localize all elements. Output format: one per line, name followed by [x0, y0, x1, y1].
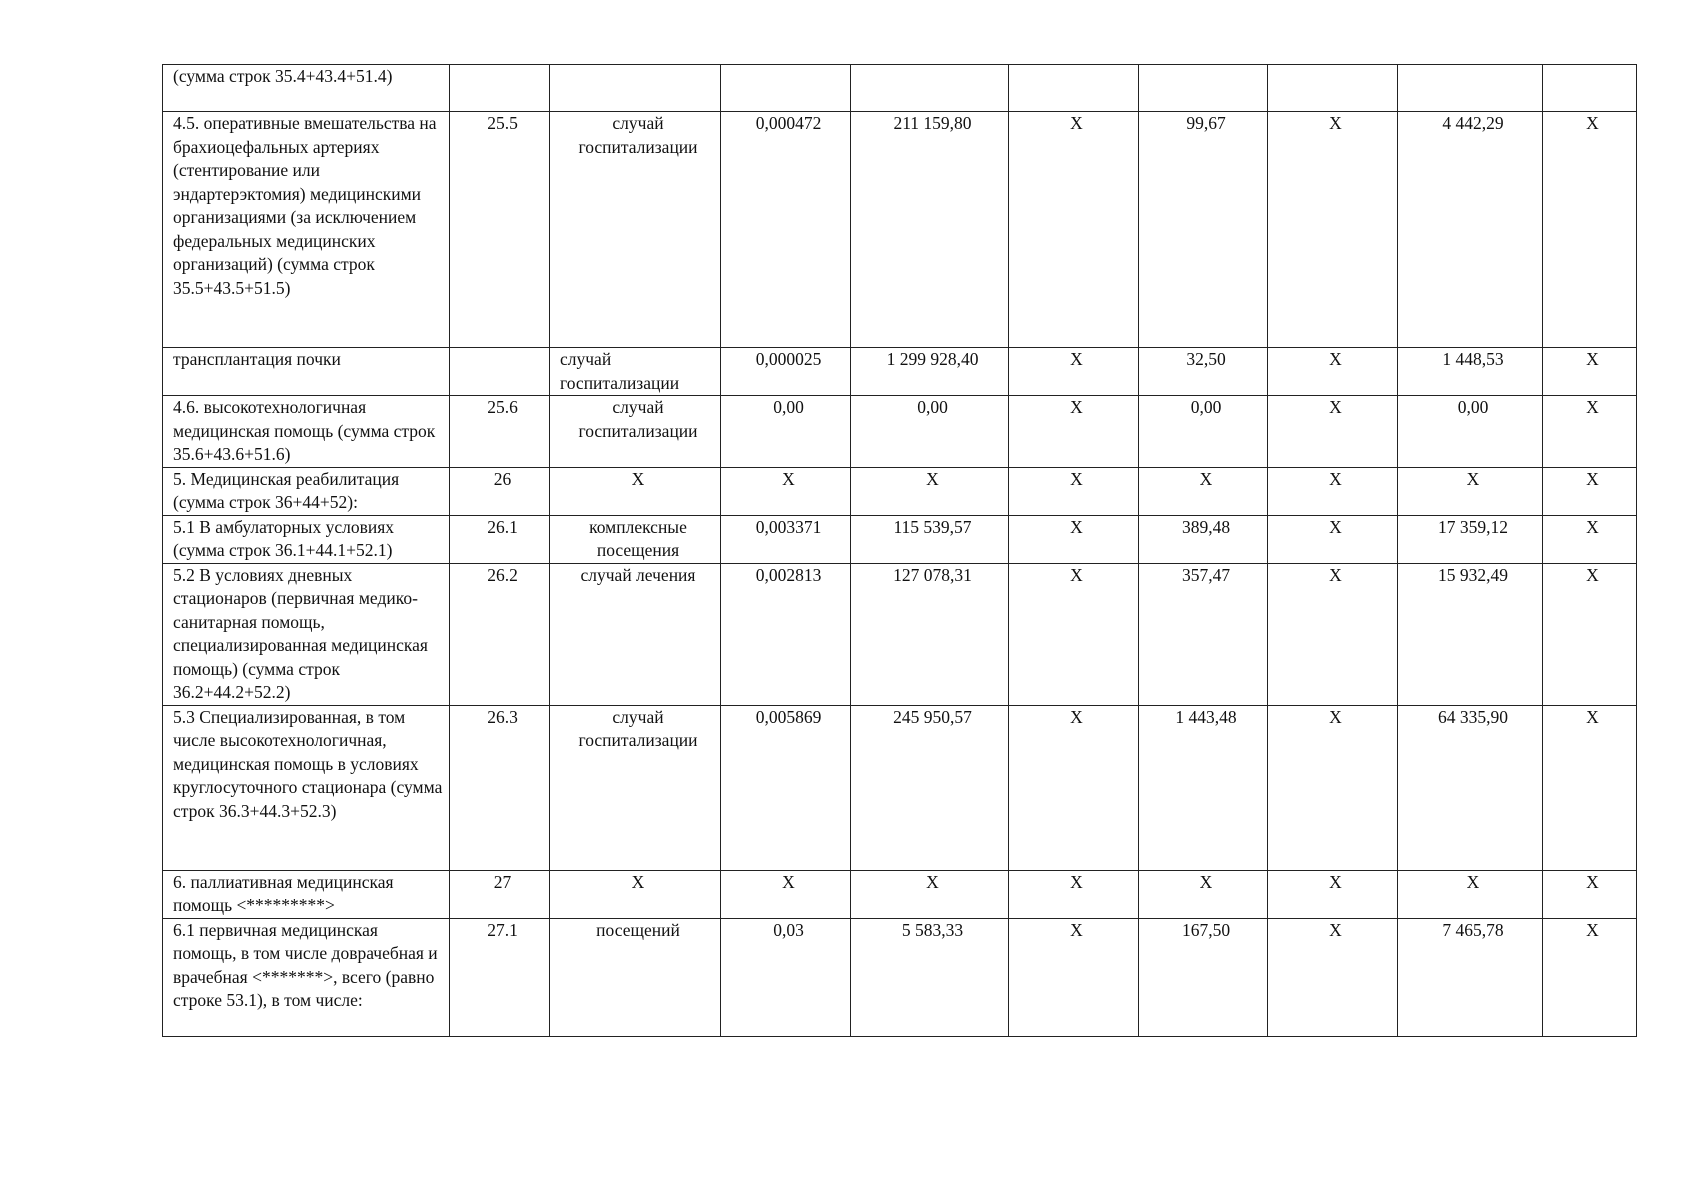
value-cell: Х [1543, 515, 1637, 563]
value-cell: Х [1139, 870, 1268, 918]
value-cell: 127 078,31 [851, 563, 1009, 705]
value-cell: 389,48 [1139, 515, 1268, 563]
financing-table [162, 64, 1637, 1037]
value-cell: 1 299 928,40 [851, 348, 1009, 396]
value-cell: Х [851, 467, 1009, 515]
row-code-cell: 26 [450, 467, 550, 515]
value-cell: 17 359,12 [1398, 515, 1543, 563]
value-cell: 245 950,57 [851, 705, 1009, 870]
value-cell: 1 443,48 [1139, 705, 1268, 870]
value-cell: 4 442,29 [1398, 112, 1543, 348]
row-name-cell: 5.3 Специализированная, в том числе высокотехнологичная, медицинская помощь в условиях круглосуточного стационара (сумма строк 36.3+44.3+52.3) [163, 705, 450, 870]
row-unit-cell: Х [550, 467, 721, 515]
row-unit-cell: Х [550, 870, 721, 918]
value-cell: Х [1268, 918, 1398, 1036]
value-cell: 0,00 [721, 396, 851, 468]
value-cell: Х [1268, 705, 1398, 870]
row-name-cell: 6.1 первичная медицинская помощь, в том числе доврачебная и врачебная <*******>, всего (равно строке 53.1), в том числе: [163, 918, 450, 1036]
table-row [163, 65, 1637, 112]
row-unit-cell: случай госпитализации [550, 396, 721, 468]
value-cell: 0,002813 [721, 563, 851, 705]
value-cell: 357,47 [1139, 563, 1268, 705]
value-cell: Х [721, 467, 851, 515]
value-cell: Х [1268, 348, 1398, 396]
value-cell: 0,005869 [721, 705, 851, 870]
table-row [163, 112, 1637, 348]
value-cell: Х [1398, 870, 1543, 918]
row-unit-cell: комплексные посещения [550, 515, 721, 563]
row-code-cell: 27.1 [450, 918, 550, 1036]
value-cell: Х [721, 870, 851, 918]
value-cell: Х [1009, 348, 1139, 396]
table-row [163, 467, 1637, 515]
value-cell: Х [851, 870, 1009, 918]
value-cell: 115 539,57 [851, 515, 1009, 563]
value-cell: Х [1543, 348, 1637, 396]
value-cell: Х [1268, 563, 1398, 705]
value-cell: 0,00 [851, 396, 1009, 468]
value-cell: 0,000025 [721, 348, 851, 396]
table-row [163, 705, 1637, 870]
table-row [163, 918, 1637, 1036]
value-cell: Х [1268, 112, 1398, 348]
value-cell: 5 583,33 [851, 918, 1009, 1036]
row-unit-cell: посещений [550, 918, 721, 1036]
row-code-cell [450, 65, 550, 112]
value-cell: 0,00 [1139, 396, 1268, 468]
value-cell [851, 65, 1009, 112]
value-cell: 99,67 [1139, 112, 1268, 348]
row-unit-cell: случай госпитализации [550, 112, 721, 348]
row-unit-cell: случай госпитализации [550, 705, 721, 870]
value-cell: Х [1009, 467, 1139, 515]
row-code-cell: 26.2 [450, 563, 550, 705]
value-cell: Х [1009, 396, 1139, 468]
row-code-cell: 25.5 [450, 112, 550, 348]
value-cell: Х [1543, 467, 1637, 515]
row-name-cell: 5.2 В условиях дневных стационаров (первичная медико-санитарная помощь, специализированная медицинская помощь) (сумма строк 36.2+44.2+52.2) [163, 563, 450, 705]
value-cell: Х [1268, 396, 1398, 468]
value-cell [1543, 65, 1637, 112]
table-row [163, 396, 1637, 468]
row-name-cell: 4.5. оперативные вмешательства на брахиоцефальных артериях (стентирование или эндартерэктомия) медицинскими организациями (за исключением федеральных медицинских организаций) (сумма строк 35.5+43.5+51.5) [163, 112, 450, 348]
value-cell [1139, 65, 1268, 112]
table-row [163, 563, 1637, 705]
value-cell: 7 465,78 [1398, 918, 1543, 1036]
table-row [163, 870, 1637, 918]
value-cell: Х [1009, 870, 1139, 918]
value-cell: 32,50 [1139, 348, 1268, 396]
value-cell: 0,03 [721, 918, 851, 1036]
value-cell: Х [1009, 705, 1139, 870]
value-cell: 211 159,80 [851, 112, 1009, 348]
value-cell: Х [1543, 396, 1637, 468]
value-cell [1268, 65, 1398, 112]
value-cell: Х [1139, 467, 1268, 515]
value-cell [721, 65, 851, 112]
row-unit-cell: случай госпитализации [550, 348, 721, 396]
row-name-cell: 5.1 В амбулаторных условиях (сумма строк 36.1+44.1+52.1) [163, 515, 450, 563]
value-cell: Х [1543, 705, 1637, 870]
value-cell: 15 932,49 [1398, 563, 1543, 705]
value-cell: 0,003371 [721, 515, 851, 563]
value-cell [1398, 65, 1543, 112]
value-cell: Х [1543, 112, 1637, 348]
row-code-cell: 27 [450, 870, 550, 918]
table-row [163, 348, 1637, 396]
value-cell: Х [1268, 870, 1398, 918]
value-cell: 167,50 [1139, 918, 1268, 1036]
value-cell: 64 335,90 [1398, 705, 1543, 870]
value-cell: Х [1543, 918, 1637, 1036]
value-cell [1009, 65, 1139, 112]
value-cell: Х [1268, 467, 1398, 515]
document-page [162, 64, 1637, 1037]
value-cell: 0,000472 [721, 112, 851, 348]
value-cell: Х [1009, 918, 1139, 1036]
row-code-cell: 26.1 [450, 515, 550, 563]
table-row [163, 515, 1637, 563]
row-name-cell: 4.6. высокотехнологичная медицинская помощь (сумма строк 35.6+43.6+51.6) [163, 396, 450, 468]
row-code-cell: 25.6 [450, 396, 550, 468]
value-cell: Х [1268, 515, 1398, 563]
value-cell: Х [1543, 563, 1637, 705]
row-name-cell: трансплантация почки [163, 348, 450, 396]
row-code-cell [450, 348, 550, 396]
row-name-cell: (сумма строк 35.4+43.4+51.4) [163, 65, 450, 112]
value-cell: Х [1398, 467, 1543, 515]
row-name-cell: 6. паллиативная медицинская помощь <*********> [163, 870, 450, 918]
row-unit-cell [550, 65, 721, 112]
value-cell: 0,00 [1398, 396, 1543, 468]
row-unit-cell: случай лечения [550, 563, 721, 705]
row-name-cell: 5. Медицинская реабилитация (сумма строк 36+44+52): [163, 467, 450, 515]
value-cell: Х [1009, 112, 1139, 348]
value-cell: Х [1543, 870, 1637, 918]
value-cell: Х [1009, 563, 1139, 705]
value-cell: Х [1009, 515, 1139, 563]
value-cell: 1 448,53 [1398, 348, 1543, 396]
row-code-cell: 26.3 [450, 705, 550, 870]
